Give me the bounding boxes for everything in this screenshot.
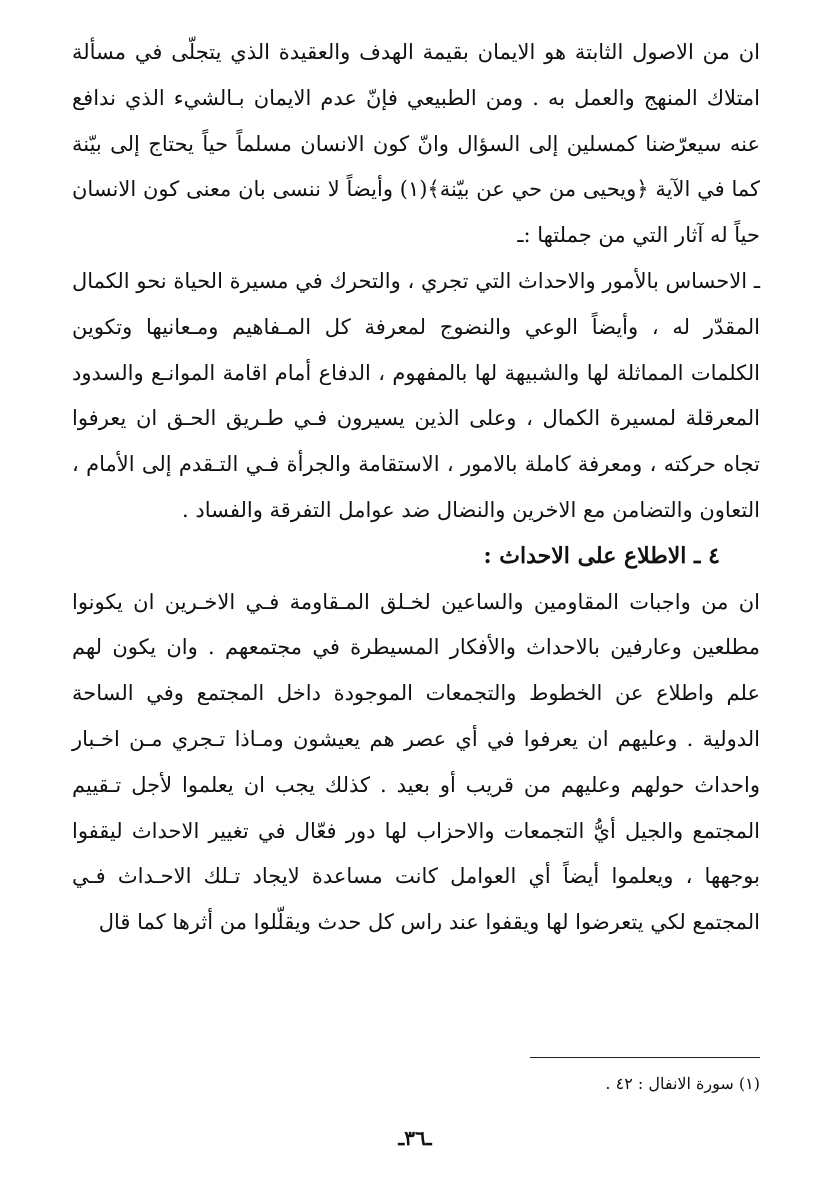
section-paragraph: ان من واجبات المقاومين والساعين لخـلق المـقاومة فـي الاخـرين ان يكونوا مطلعين وعارفين بالاحداث والأفكار المسيطرة في مجتمعهم . وان يكون لهم علم واطلاع عن الخطوط والتجمعات الموجودة داخل المجتمع وفي الساحة الدولية . وعليهم ان يعرفوا في أي عصر هم يعيشون ومـاذا تـجري مـن اخـبار واحداث حولهم وعليهم من قريب أو بعيد . كذلك يجب ان يعلموا لأجل تـقييم المجتمع والجيل أيُّ التجمعات والاحزاب لها دور فعّال في تغيير الاحداث ليقفوا بوجهها ، ويعلموا أيضاً أي العوامل كانت مساعدة لايجاد تـلك الاحـداث فـي المجتمع لكي يتعرضوا لها ويقفوا عند راس كل حدث ويقلّلوا من أثرها كما قال <box>72 589 760 935</box>
footnote: (١) سورة الانفال : ٤٢ . <box>605 1074 760 1093</box>
paragraph-2: ـ الاحساس بالأمور والاحداث التي تجري ، والتحرك في مسيرة الحياة نحو الكمال المقدّر له ، وأيضاً الوعي والنضوج لمعرفة كل المـفاهيم ومـعانيها وتكوين الكلمات المماثلة لها والشبيهة لها بالمفهوم ، الدفاع أمام اقامة الموانـع والسدود المعرقلة لمسيرة الكمال ، وعلى الذين يسيرون فـي طـريق الحـق ان يعرفوا تجاه حركته ، ومعرفة كاملة بالامور ، الاستقامة والجرأة فـي التـقدم إلى الأمام ، التعاون والتضامن مع الاخرين والنضال ضد عوامل التفرقة والفساد . <box>72 268 760 522</box>
page-number: ـ٣٦ـ <box>398 1126 432 1150</box>
paragraph-1: ان من الاصول الثابتة هو الايمان بقيمة الهدف والعقيدة الذي يتجلّى في مسألة امتلاك المنهج والعمل به . ومن الطبيعي فإنّ عدم الايمان بـالشيء الذي ندافع عنه سيعرّضنا كمسلين إلى السؤال وانّ كون الانسان مسلماً حياً يحتاج إلى بيّنة كما في الآية ﴿ويحيى من حي عن بيّنة﴾(١) وأيضاً لا ننسى بان معنى كون الانسان حياً له آثار التي من جملتها :ـ <box>72 40 760 248</box>
section-heading: ٤ ـ الاطلاع على الاحداث : <box>483 542 720 569</box>
footnote-divider <box>530 1057 760 1058</box>
body-text <box>72 30 760 946</box>
